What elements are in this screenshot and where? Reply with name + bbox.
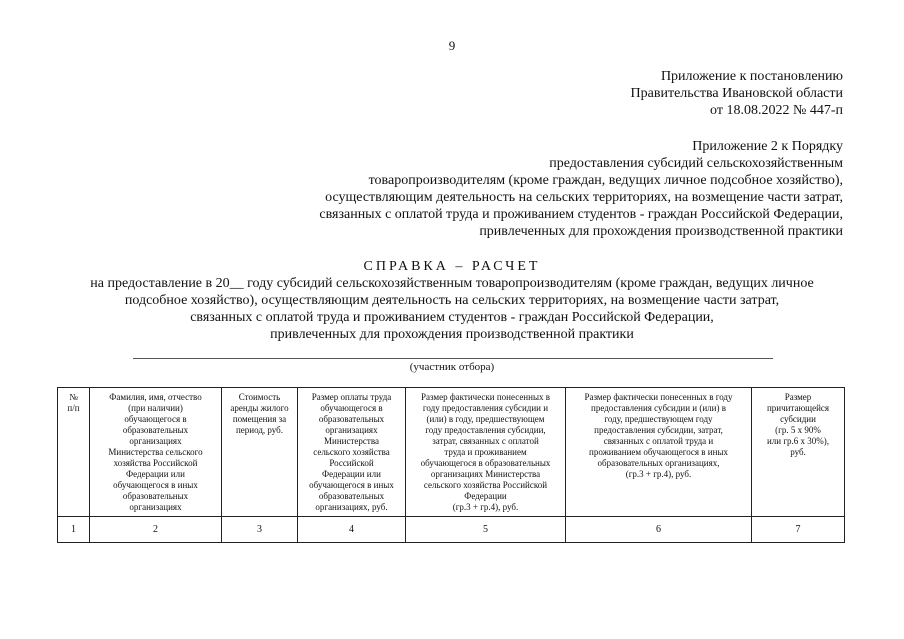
header-cell-costs-other-orgs: [566, 388, 752, 517]
header-text: образовательных: [122, 425, 189, 435]
header-text: Размер фактически понесенных в году: [584, 392, 733, 402]
header-text: хозяйства Российской: [113, 458, 198, 468]
header-text: (или) в году, предшествующем: [426, 414, 545, 424]
header-text: помещения за: [232, 414, 287, 424]
appendix-procedure-block: [319, 138, 843, 240]
appendix-procedure-line: Приложение 2 к Порядку: [692, 139, 843, 154]
header-text: организациях Министерства: [430, 469, 541, 479]
page-number: 9: [448, 38, 456, 53]
header-text: Министерства сельского: [108, 447, 203, 457]
header-text: Федерации или: [322, 469, 381, 479]
participant-fill-line: [133, 358, 773, 359]
header-text: субсидии: [780, 414, 816, 424]
header-cell-rent-cost: [222, 388, 298, 517]
appendix-procedure-line: осуществляющим деятельность на сельских территориях, на возмещение части затрат,: [325, 190, 843, 205]
header-text: сельского хозяйства Российской: [423, 480, 548, 490]
column-number-cell: 7: [752, 517, 845, 543]
document-title-line: на предоставление в 20__ году субсидий сельскохозяйственным товаропроизводителям (кроме граждан, ведущих личное: [90, 276, 814, 291]
header-text: году предоставления субсидии,: [425, 425, 546, 435]
header-text: Размер оплаты труда: [311, 392, 392, 402]
appendix-resolution-block: [631, 68, 843, 119]
header-text: (при наличии): [128, 403, 183, 413]
header-cell-subsidy-amount: [752, 388, 845, 517]
header-text: обучающегося в иных: [113, 480, 198, 490]
header-text: или гр.6 х 30%),: [766, 436, 830, 446]
document-heading: СПРАВКА – РАСЧЕТ: [363, 259, 541, 274]
header-cell-wage-amount: [298, 388, 406, 517]
header-text: организациях: [129, 436, 182, 446]
appendix-procedure-line: предоставления субсидий сельскохозяйственным: [549, 156, 843, 171]
header-text: (гр.3 + гр.4), руб.: [625, 469, 692, 479]
document-title-block: [0, 258, 904, 343]
appendix-resolution-line: Правительства Ивановской области: [630, 86, 843, 101]
header-text: образовательных: [318, 491, 385, 501]
header-text: руб.: [790, 447, 806, 457]
document-title-line: связанных с оплатой труда и проживанием студентов - граждан Российской Федерации,: [190, 310, 714, 325]
header-text: обучающегося в: [320, 403, 383, 413]
header-text: аренды жилого: [230, 403, 289, 413]
header-text: Федерации или: [126, 469, 185, 479]
header-cell-costs-ministry-orgs: [406, 388, 566, 517]
header-text: Стоимость: [238, 392, 281, 402]
document-title-line: привлеченных для прохождения производственной практики: [270, 327, 634, 342]
header-text: причитающейся: [766, 403, 830, 413]
appendix-procedure-line: связанных с оплатой труда и проживанием студентов - граждан Российской Федерации,: [319, 207, 843, 222]
header-text: (гр. 5 х 90%: [775, 425, 821, 435]
header-text: труда и проживанием: [444, 447, 527, 457]
participant-caption: (участник отбора): [409, 361, 495, 373]
header-text: Фамилия, имя, отчество: [109, 392, 202, 402]
header-text: организациях, руб.: [315, 502, 388, 512]
column-number-cell: 4: [298, 517, 406, 543]
header-text: затрат, связанных с оплатой: [432, 436, 539, 446]
calculation-table: [57, 387, 845, 543]
header-text: предоставления субсидии и (или) в: [591, 403, 726, 413]
column-number-cell: 2: [90, 517, 222, 543]
header-text: Размер: [784, 392, 812, 402]
header-text: организациях: [325, 425, 378, 435]
header-text: обучающегося в образовательных: [420, 458, 551, 468]
appendix-procedure-line: привлеченных для прохождения производственной практики: [479, 224, 843, 239]
header-text: организациях: [129, 502, 182, 512]
header-text: Федерации: [464, 491, 507, 501]
column-number-cell: 3: [222, 517, 298, 543]
header-text: образовательных организациях,: [597, 458, 720, 468]
header-text: году предоставления субсидии и: [422, 403, 549, 413]
header-text: период, руб.: [235, 425, 284, 435]
column-number-cell: 6: [566, 517, 752, 543]
table-header-row: [58, 388, 845, 517]
column-number-cell: 1: [58, 517, 90, 543]
header-text: образовательных: [122, 491, 189, 501]
header-text: (гр.3 + гр.4), руб.: [452, 502, 519, 512]
table-column-number-row: [58, 517, 845, 543]
header-text: проживанием обучающегося в иных: [589, 447, 728, 457]
header-text: №: [69, 392, 78, 402]
header-text: образовательных: [318, 414, 385, 424]
header-text: сельского хозяйства: [313, 447, 390, 457]
column-number-cell: 5: [406, 517, 566, 543]
header-text: Размер фактически понесенных в: [420, 392, 550, 402]
header-cell-full-name: [90, 388, 222, 517]
header-text: п/п: [67, 403, 80, 413]
header-text: предоставления субсидии, затрат,: [594, 425, 723, 435]
header-text: году, предшествующем году: [604, 414, 713, 424]
appendix-resolution-line: от 18.08.2022 № 447-п: [710, 103, 843, 118]
header-text: обучающегося в: [124, 414, 187, 424]
header-cell-number: [58, 388, 90, 517]
appendix-resolution-line: Приложение к постановлению: [660, 69, 843, 84]
header-text: Российской: [329, 458, 374, 468]
document-title-line: подсобное хозяйство), осуществляющим деятельность на сельских территориях, на возмещение части затрат,: [124, 293, 780, 308]
header-text: связанных с оплатой труда и: [603, 436, 714, 446]
appendix-procedure-line: товаропроизводителям (кроме граждан, ведущих личное подсобное хозяйство),: [368, 173, 843, 188]
header-text: обучающегося в иных: [309, 480, 394, 490]
header-text: Министерства: [324, 436, 379, 446]
